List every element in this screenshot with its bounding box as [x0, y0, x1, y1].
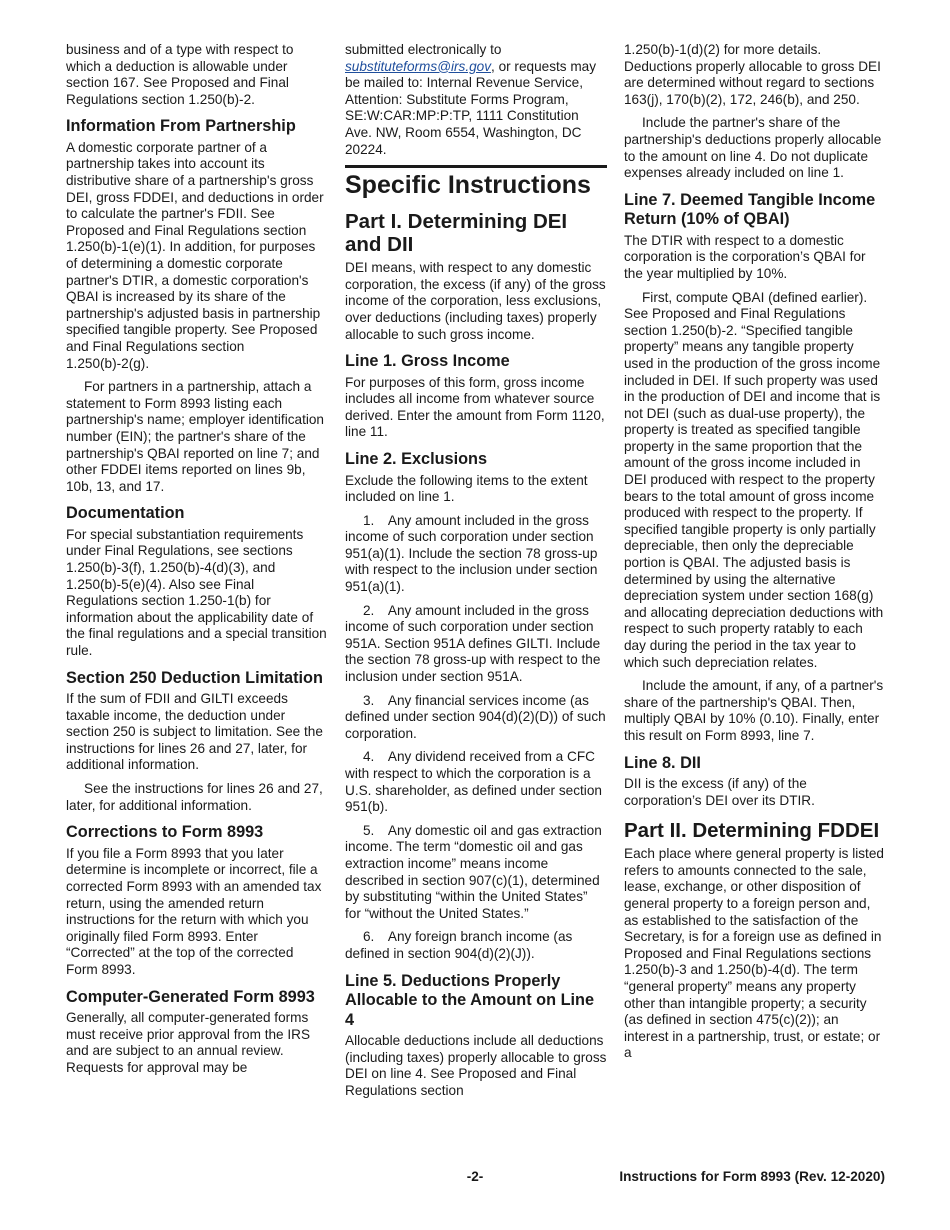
heading-information-from-partnership: Information From Partnership	[66, 117, 296, 136]
heading-line-5: Line 5. Deductions Properly Allocable to the Amount on Line 4	[345, 971, 595, 1029]
heading-specific-instructions: Specific Instructions	[345, 165, 607, 200]
paragraph: Each place where general property is listed refers to amounts connected to the sale, lease, exchange, or other disposition of general property to a foreign person and, as established to the satisfaction of the Secretary, is for a foreign use as defined in Proposed and Final Regulations sections 1.250(b)-3 and 1.250(b)-4(d). The term “general property” means any property other than intangible property; a security (as defined in section 475(c)(2)); an interest in a partnership, trust, or estate; or a	[624, 846, 884, 1061]
paragraph: For partners in a partnership, attach a statement to Form 8993 listing each partnership's name; employer identification number (EIN); the partner's share of the partnership's QBAI reported on line 7; and other FDDEI items reported on lines 9b, 10b, 13, and 17.	[66, 379, 324, 494]
paragraph: See the instructions for lines 26 and 27, later, for additional information.	[66, 781, 323, 813]
paragraph: Include the partner's share of the partnership's deductions properly allocable to the amount on line 4. Do not duplicate expenses already included on line 1.	[624, 115, 882, 181]
column-3	[624, 42, 886, 1069]
paragraph: Include the amount, if any, of a partner's share of the partnership's QBAI. Then, multiply QBAI by 10% (0.10). Finally, enter this result on Form 8993, line 7.	[624, 678, 884, 743]
heading-line-2: Line 2. Exclusions	[345, 450, 488, 468]
heading-line-1: Line 1. Gross Income	[345, 352, 510, 371]
paragraph: Exclude the following items to the extent included on line 1.	[345, 472, 588, 505]
list-item: 6. Any foreign branch income (as defined in section 904(d)(2)(J)).	[345, 929, 573, 961]
column-2	[345, 42, 607, 1106]
heading-computer-generated-form: Computer-Generated Form 8993	[66, 987, 315, 1006]
paragraph: DII is the excess (if any) of the corporation’s DEI over its DTIR.	[624, 776, 815, 808]
paragraph: First, compute QBAI (defined earlier). See Proposed and Final Regulations section 1.250(b)-2. “Specified tangible property” means any tangible property used in the production of the gross income included in DEI. If such property was used in the production of DEI and income that is not DEI (such as dual-use property), the property is treated as specified tangible property in the same proportion that the amount of the gross income included in DEI produced with respect to the property bears to the total amount of gross income produced with respect to the property. If specified tangible property is only partially depreciable, then only the depreciable portion is QBAI. The adjusted basis is determined by using the alternative depreciation system under section 168(g) and allocating depreciation deductions with respect to such property ratably to each day during the period in the tax year to which such depreciation relates.	[624, 289, 884, 670]
paragraph: The DTIR with respect to a domestic corporation is the corporation’s QBAI for the year multiplied by 10%.	[624, 232, 866, 281]
paragraph: A domestic corporate partner of a partnership takes into account its distributive share of a partnership's gross DEI, gross FDDEI, and deductions in order to calculate the partner's FDII. See Proposed and Final Regulations section 1.250(b)-1(e)(1). In addition, for purposes of determining a domestic corporate partner's DTIR, a domestic corporation's QBAI is increased by its share of the partnership's adjusted basis in partnership specified tangible property. See Proposed and Final Regulations section 1.250(b)-2(g).	[66, 139, 324, 371]
page-number: -2-	[466, 1169, 484, 1184]
heading-documentation: Documentation	[66, 504, 185, 523]
heading-section-250-limitation: Section 250 Deduction Limitation	[66, 668, 323, 687]
heading-part-2: Part II. Determining FDDEI	[624, 819, 880, 843]
paragraph: If the sum of FDII and GILTI exceeds taxable income, the deduction under section 250 is subject to limitation. See the instructions for lines 26 and 27, later, for additional information.	[66, 691, 323, 773]
heading-corrections: Corrections to Form 8993	[66, 823, 264, 842]
heading-line-7: Line 7. Deemed Tangible Income Return (10% of QBAI)	[624, 190, 876, 229]
list-item: 5. Any domestic oil and gas extraction income. The term “domestic oil and gas extraction income” means income described in section 907(c)(1), determined by substituting “within the United States” for “without the United States.”	[345, 822, 602, 921]
heading-line-8: Line 8. DII	[624, 753, 701, 772]
heading-part-1: Part I. Determining DEI and DII	[345, 210, 568, 257]
paragraph: 1.250(b)-1(d)(2) for more details. Deductions properly allocable to gross DEI are determined without regard to sections 163(j), 170(b)(2), 172, 246(b), and 250.	[624, 42, 881, 107]
list-item: 3. Any financial services income (as defined under section 904(d)(2)(D)) of such corporation.	[345, 692, 606, 741]
text-span: submitted electronically to	[345, 42, 502, 57]
list-item: 4. Any dividend received from a CFC with respect to which the corporation is a U.S. shareholder, as defined under section 951(b).	[345, 749, 602, 815]
text-span: , or requests may be mailed to: Internal Revenue Service, Attention: Substitute Forms Program, SE:W:CAR:MP:P:TP, 1111 Constitution Ave. NW, Room 6554, Washington, DC 20224.	[345, 58, 597, 157]
paragraph: DEI means, with respect to any domestic corporation, the excess (if any) of the gross income of the corporation, less exclusions, over deductions (including taxes) properly allocable to such gross income.	[345, 260, 606, 342]
paragraph	[345, 42, 607, 158]
document-title: Instructions for Form 8993 (Rev. 12-2020)	[619, 1169, 885, 1184]
paragraph: Generally, all computer-generated forms must receive prior approval from the IRS and are subject to an annual review. Requests for approval may be	[66, 1010, 311, 1075]
paragraph: If you file a Form 8993 that you later determine is incomplete or incorrect, file a corrected Form 8993 with an amended tax return, using the amended return instructions for the return with which you originally filed Form 8993. Enter “Corrected” at the top of the corrected Form 8993.	[66, 845, 322, 977]
list-item: 2. Any amount included in the gross income of such corporation under section 951A. Section 951A defines GILTI. Include the section 78 gross-up with respect to the inclusion under section 951A.	[345, 602, 601, 685]
paragraph: For purposes of this form, gross income includes all income from whatever source derived. Enter the amount from Form 1120, line 11.	[345, 374, 605, 440]
email-link[interactable]: substituteforms@irs.gov	[345, 58, 492, 74]
paragraph: For special substantiation requirements under Final Regulations, see sections 1.250(b)-3(f), 1.250(b)-4(d)(3), and 1.250(b)-5(e)(4). Also see Final Regulations section 1.250-1(b) for information about the applicability date of the final regulations and a special transition rule.	[66, 526, 327, 658]
column-1	[66, 42, 328, 1083]
paragraph: Allocable deductions include all deductions (including taxes) properly allocable to gross DEI on line 4. See Proposed and Final Regulations section	[345, 1033, 607, 1098]
list-item: 1. Any amount included in the gross income of such corporation under section 951(a)(1). Include the section 78 gross-up with respect to the inclusion under section 951(a)(1).	[345, 512, 598, 595]
paragraph: business and of a type with respect to which a deduction is allowable under section 167. See Proposed and Final Regulations section 1.250(b)-2.	[66, 42, 294, 107]
